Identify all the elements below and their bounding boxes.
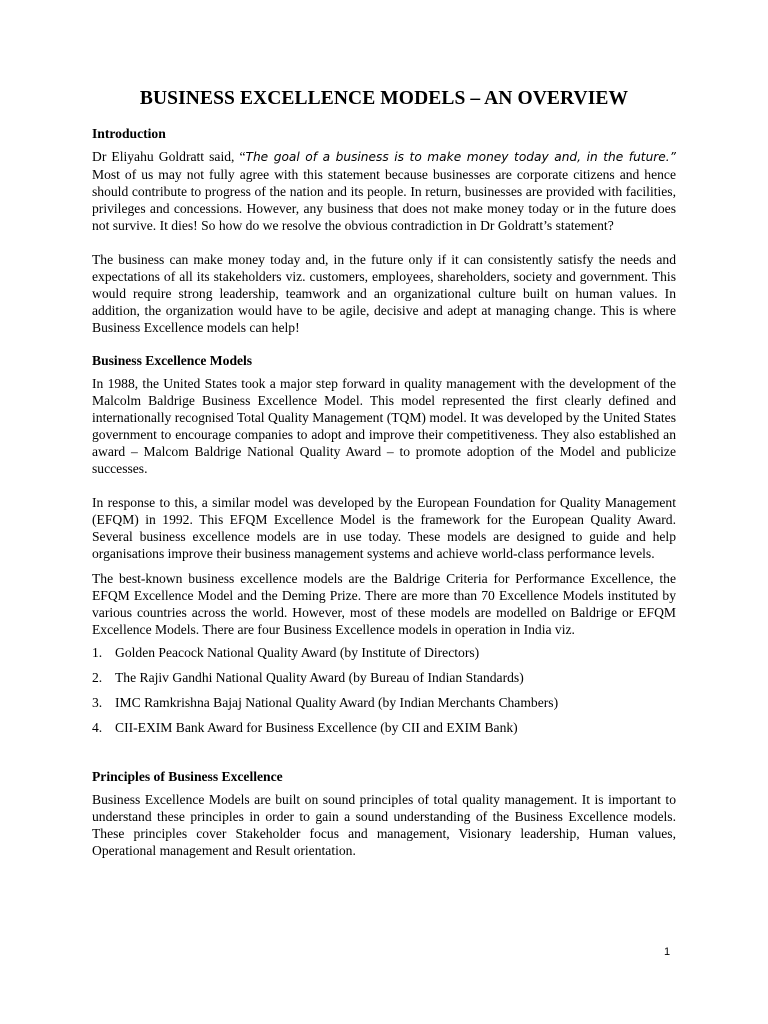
- list-item: [92, 694, 676, 711]
- list-text: The Rajiv Gandhi National Quality Award (by Bureau of Indian Standards): [115, 670, 524, 685]
- list-number: 1.: [92, 645, 103, 660]
- principles-heading: Principles of Business Excellence: [92, 769, 283, 784]
- list-item: [92, 644, 676, 661]
- intro-rest-text: Most of us may not fully agree with this statement because businesses are corporate citizens and hence should contribute to progress of the nation and its people. In return, businesses are provided with facilities, privileges and concessions. However, any business that does not make money today or in the future does not survive. It dies! So how do we resolve the obvious contradiction in Dr Goldratt’s statement?: [92, 167, 676, 233]
- list-number: 4.: [92, 720, 103, 735]
- list-item: [92, 719, 676, 736]
- principles-paragraph-1: Business Excellence Models are built on sound principles of total quality management. It is important to understand these principles in order to gain a sound understanding of the Business Excellence models. These principles cover Stakeholder focus and management, Visionary leadership, Human values, Operational management and Result orientation.: [92, 792, 676, 858]
- models-heading: Business Excellence Models: [92, 353, 253, 368]
- list-text: IMC Ramkrishna Bajaj National Quality Award (by Indian Merchants Chambers): [115, 695, 559, 710]
- page-number: 1: [664, 946, 671, 958]
- introduction-heading: Introduction: [92, 126, 166, 141]
- goldratt-quote: The goal of a business is to make money today and, in the future.”: [245, 150, 676, 164]
- list-text: Golden Peacock National Quality Award (by Institute of Directors): [115, 645, 480, 660]
- models-paragraph-2: In response to this, a similar model was developed by the European Foundation for Quality Management (EFQM) in 1992. This EFQM Excellence Model is the framework for the European Quality Award. Several business excellence models are in use today. These models are designed to guide and help organisations improve their business management systems and achieve world-class performance levels.: [92, 495, 676, 561]
- models-paragraph-1: In 1988, the United States took a major step forward in quality management with the development of the Malcolm Baldrige Business Excellence Model. This model represented the first clearly defined and internationally recognised Total Quality Management (TQM) model. It was developed by the United States government to encourage companies to adopt and improve their competitiveness. They also established an award – Malcom Baldrige National Quality Award – to promote adoption of the Model and publicize successes.: [92, 376, 676, 476]
- intro-paragraph-1: [92, 148, 676, 234]
- models-paragraph-3: The best-known business excellence models are the Baldrige Criteria for Performance Excellence, the EFQM Excellence Model and the Deming Prize. There are more than 70 Excellence Models instituted by various countries across the world. However, most of these models are modelled on Baldrige or EFQM Excellence Models. There are four Business Excellence models in operation in India viz.: [92, 571, 676, 637]
- india-awards-list: [92, 644, 676, 736]
- list-number: 3.: [92, 695, 103, 710]
- document-title: BUSINESS EXCELLENCE MODELS – AN OVERVIEW: [139, 88, 629, 109]
- list-number: 2.: [92, 670, 103, 685]
- document-page: [92, 88, 676, 859]
- intro-paragraph-2: The business can make money today and, in the future only if it can consistently satisfy the needs and expectations of all its stakeholders viz. customers, employees, shareholders, society and government. This would require strong leadership, teamwork and an organizational culture built on human values. In addition, the organization would have to be agile, decisive and adept at managing change. This is where Business Excellence models can help!: [92, 252, 676, 335]
- list-text: CII-EXIM Bank Award for Business Excellence (by CII and EXIM Bank): [115, 720, 518, 735]
- list-item: [92, 669, 676, 686]
- intro-lead-text: Dr Eliyahu Goldratt said, “: [92, 149, 246, 164]
